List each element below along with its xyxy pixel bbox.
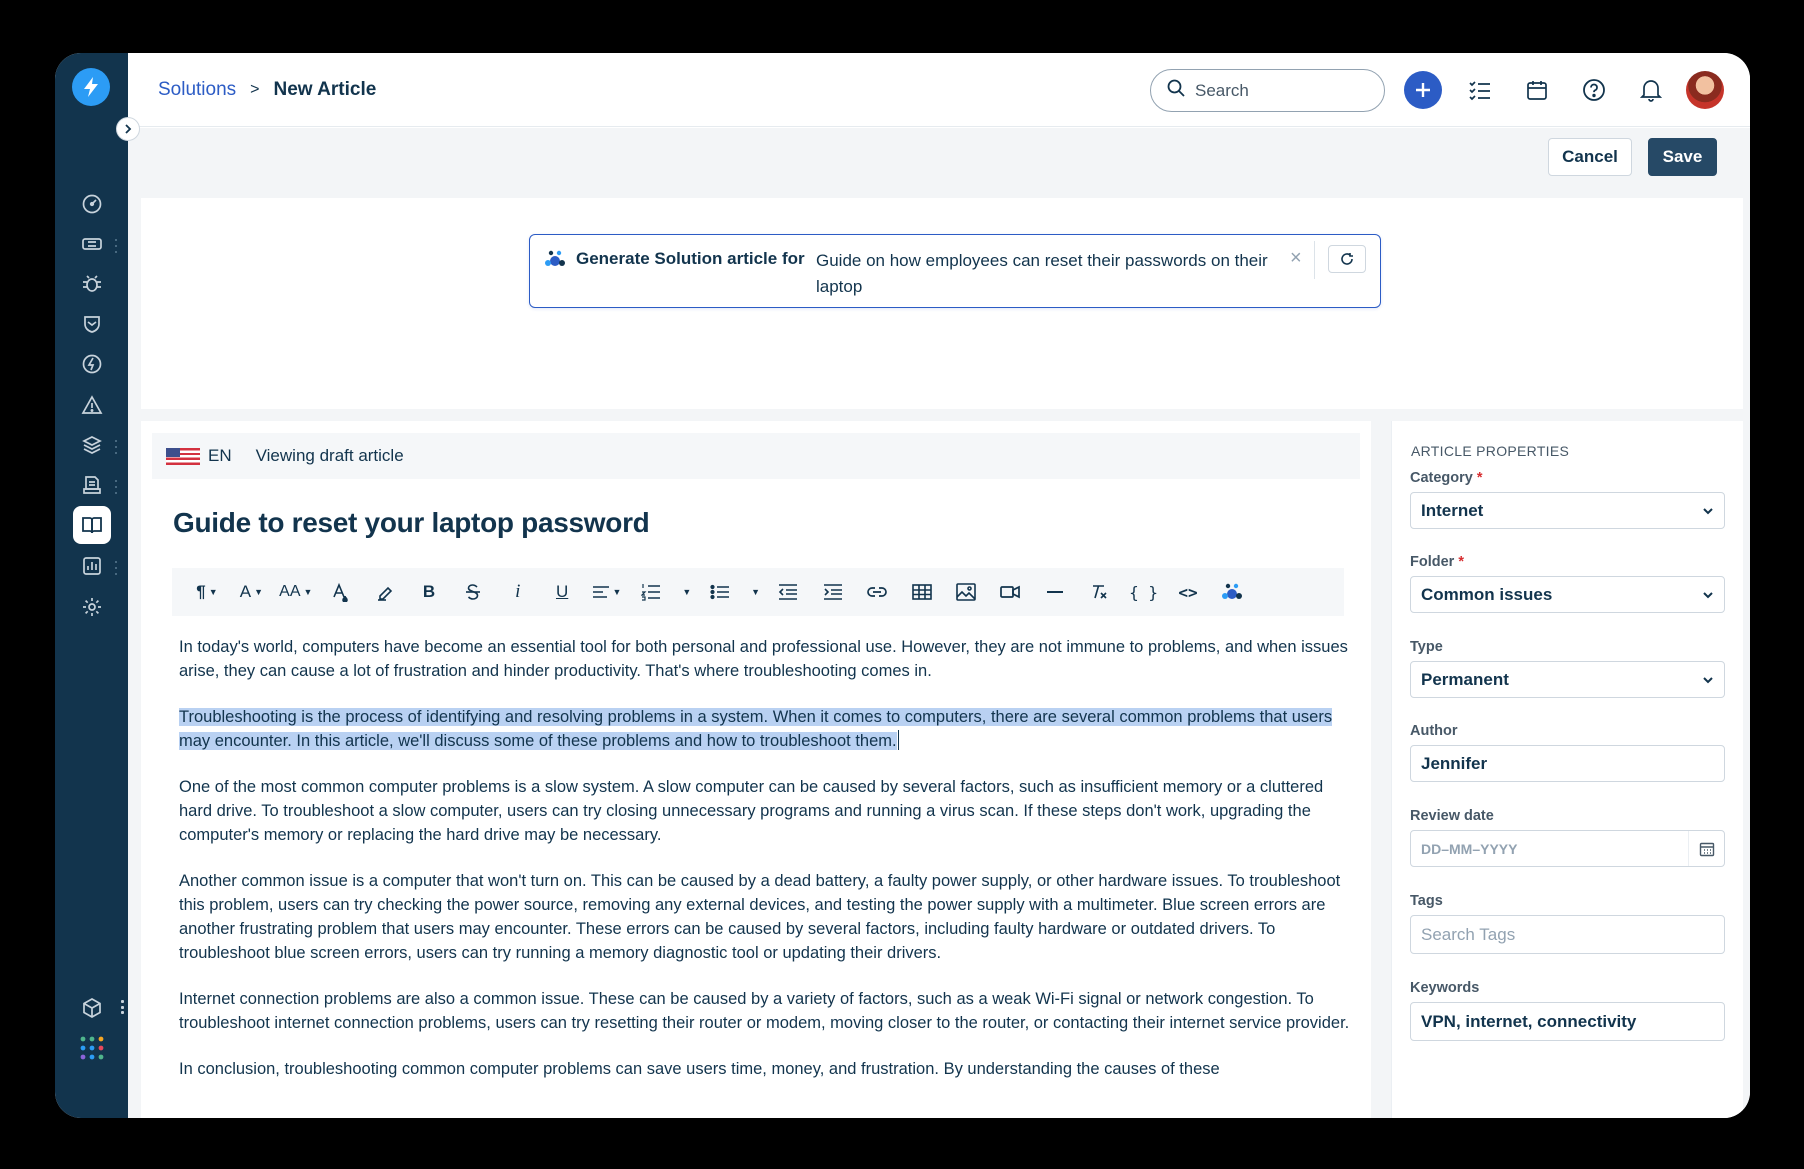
type-value: Permanent bbox=[1421, 669, 1509, 689]
clear-formatting-icon[interactable] bbox=[1082, 576, 1116, 608]
chevron-down-icon: ▼ bbox=[208, 587, 218, 597]
notifications-bell-icon[interactable] bbox=[1632, 71, 1670, 109]
cancel-button[interactable]: Cancel bbox=[1548, 138, 1632, 176]
tags-search-input[interactable] bbox=[1410, 915, 1725, 954]
required-marker: * bbox=[1476, 470, 1483, 486]
required-marker: * bbox=[1458, 554, 1464, 570]
review-date-placeholder: DD–MM–YYYY bbox=[1421, 840, 1518, 857]
body-paragraph: In conclusion, troubleshooting common computer problems can save users time, money, and frustration. By understanding the causes of these bbox=[179, 1060, 1220, 1078]
language-bar bbox=[152, 433, 1360, 479]
paragraph-icon: ¶ bbox=[196, 582, 206, 601]
calendar-icon[interactable] bbox=[1518, 71, 1556, 109]
paragraph-format-button[interactable] bbox=[190, 576, 224, 608]
draft-status-text: Viewing draft article bbox=[255, 446, 404, 465]
horizontal-rule-icon[interactable] bbox=[1038, 576, 1072, 608]
us-flag-icon bbox=[166, 448, 200, 465]
underline-button[interactable]: U bbox=[555, 582, 569, 601]
brand-logo-icon[interactable] bbox=[72, 68, 110, 106]
app-window bbox=[55, 53, 1750, 1118]
link-icon[interactable] bbox=[860, 576, 894, 608]
video-icon[interactable] bbox=[993, 576, 1027, 608]
releases-bolt-icon[interactable] bbox=[73, 345, 111, 383]
action-bar bbox=[128, 128, 1750, 186]
indent-icon[interactable] bbox=[816, 576, 850, 608]
folder-value: Common issues bbox=[1421, 584, 1553, 604]
chevron-down-icon bbox=[1702, 585, 1714, 610]
bullet-list-icon[interactable] bbox=[703, 576, 737, 608]
breadcrumb bbox=[158, 79, 376, 101]
article-editor bbox=[141, 421, 1371, 1118]
todo-checklist-icon[interactable] bbox=[1461, 71, 1499, 109]
category-label-text: Category bbox=[1410, 470, 1473, 486]
type-select[interactable] bbox=[1410, 661, 1725, 698]
bold-button[interactable]: B bbox=[422, 582, 436, 601]
tags-label: Tags bbox=[1410, 893, 1443, 909]
language-code[interactable]: EN bbox=[208, 446, 232, 465]
body-paragraph: In today's world, computers have become an essential tool for both personal and professional use. However, they are not immune to problems, and when issues arise, they can cause a lot of frustration and hinder productivity. That's where troubleshooting comes in. bbox=[179, 638, 1348, 680]
clear-prompt-close-icon[interactable]: × bbox=[1290, 247, 1302, 269]
tags-placeholder: Search Tags bbox=[1421, 924, 1516, 944]
sidebar-expand-button[interactable] bbox=[116, 117, 140, 141]
font-icon: A bbox=[239, 582, 252, 601]
page-title: New Article bbox=[273, 79, 377, 100]
highlight-icon[interactable] bbox=[368, 576, 402, 608]
new-item-plus-button[interactable] bbox=[1404, 71, 1442, 109]
ordered-list-icon[interactable] bbox=[634, 576, 668, 608]
selected-text: Troubleshooting is the process of identifying and resolving problems in a system. When it comes to computers, there are several common problems that users may encounter. In this article, we'll discuss some of these problems and how to troubleshoot them. bbox=[179, 708, 1333, 750]
author-value: Jennifer bbox=[1421, 753, 1488, 773]
user-avatar[interactable] bbox=[1686, 71, 1724, 109]
image-icon[interactable] bbox=[949, 576, 983, 608]
ai-generator-panel bbox=[141, 198, 1743, 409]
body-paragraph: One of the most common computer problems is a slow system. A slow computer can be caused by several factors, such as insufficient memory or a cluttered hard drive. To troubleshoot a slow computer, users can try closing unnecessary programs and running a virus scan. If these steps don't work, upgrading the computer's memory or replacing the hard drive may be necessary. bbox=[179, 778, 1324, 844]
strikethrough-icon[interactable] bbox=[456, 576, 490, 608]
author-label: Author bbox=[1410, 723, 1458, 739]
ai-prompt-input[interactable]: Guide on how employees can reset their passwords on their laptop bbox=[816, 251, 1268, 296]
table-icon[interactable] bbox=[905, 576, 939, 608]
author-field[interactable] bbox=[1410, 745, 1725, 782]
category-label bbox=[1410, 470, 1483, 486]
assets-layers-icon[interactable] bbox=[73, 426, 111, 464]
product-switcher-grid-icon[interactable] bbox=[73, 1029, 111, 1067]
apps-more-dots[interactable] bbox=[121, 1000, 124, 1014]
ai-sparkle-icon bbox=[544, 249, 566, 274]
search-icon bbox=[1167, 79, 1185, 102]
chevron-down-icon: ▼ bbox=[751, 587, 761, 597]
align-button[interactable] bbox=[590, 576, 624, 608]
contracts-document-icon[interactable] bbox=[73, 466, 111, 504]
analytics-chart-icon[interactable] bbox=[73, 547, 111, 585]
chevron-down-icon: ▼ bbox=[682, 587, 692, 597]
regenerate-button[interactable] bbox=[1328, 245, 1366, 273]
apps-cube-icon[interactable] bbox=[73, 989, 111, 1027]
category-value: Internet bbox=[1421, 500, 1484, 520]
font-size-button[interactable] bbox=[279, 576, 313, 608]
type-label: Type bbox=[1410, 639, 1443, 655]
save-button[interactable]: Save bbox=[1648, 138, 1717, 176]
global-search[interactable] bbox=[1150, 69, 1385, 112]
keywords-field[interactable] bbox=[1410, 1002, 1725, 1041]
article-body[interactable] bbox=[179, 635, 1351, 1103]
keywords-value: VPN, internet, connectivity bbox=[1421, 1011, 1637, 1031]
ai-assist-icon[interactable] bbox=[1215, 576, 1249, 608]
search-input[interactable] bbox=[1195, 81, 1365, 101]
keywords-label: Keywords bbox=[1410, 980, 1480, 996]
ai-generator-box[interactable] bbox=[529, 234, 1381, 308]
solutions-book-icon[interactable] bbox=[73, 506, 111, 544]
text-cursor bbox=[898, 730, 899, 750]
properties-heading: ARTICLE PROPERTIES bbox=[1411, 443, 1570, 459]
dashboard-icon[interactable] bbox=[73, 185, 111, 223]
help-icon[interactable] bbox=[1575, 71, 1613, 109]
editor-toolbar bbox=[172, 568, 1344, 616]
italic-button[interactable]: i bbox=[515, 581, 521, 602]
body-paragraph: Another common issue is a computer that won't turn on. This can be caused by a dead battery, a faulty power supply, or other hardware issues. To troubleshoot this problem, users can try checking the power source, removing any external devices, and testing the power supply with a multimeter. Blue screen errors are another frustrating problem that users may encounter. These errors can be caused by several factors, including faulty hardware or outdated drivers. To troubleshoot blue screen errors, users can try running a memory diagnostic tool or updating their drivers. bbox=[179, 872, 1341, 962]
nav-more-dots[interactable] bbox=[115, 239, 118, 253]
ordered-list-dropdown[interactable] bbox=[678, 576, 692, 608]
text-color-icon[interactable] bbox=[323, 576, 357, 608]
changes-shield-icon[interactable] bbox=[73, 305, 111, 343]
html-source-button[interactable]: <> bbox=[1178, 582, 1198, 602]
article-properties-panel bbox=[1391, 421, 1743, 1118]
ai-generator-label: Generate Solution article for bbox=[576, 249, 805, 268]
chevron-down-icon bbox=[1702, 670, 1714, 695]
review-date-field[interactable] bbox=[1410, 830, 1725, 867]
chevron-down-icon bbox=[1702, 501, 1714, 526]
chevron-down-icon: ▼ bbox=[303, 587, 313, 597]
category-select[interactable] bbox=[1410, 492, 1725, 529]
problems-bug-icon[interactable] bbox=[73, 265, 111, 303]
nav-more-dots[interactable] bbox=[115, 561, 118, 575]
body-paragraph: Internet connection problems are also a common issue. These can be caused by a variety of factors, such as a weak Wi-Fi signal or network congestion. To troubleshoot internet connection problems, users can try resetting their router or modem, moving closer to the router, or contacting their internet service provider. bbox=[179, 990, 1350, 1032]
sidebar bbox=[55, 53, 128, 1118]
settings-gear-icon[interactable] bbox=[73, 588, 111, 626]
code-block-button[interactable]: { } bbox=[1129, 582, 1159, 602]
alerts-warning-icon[interactable] bbox=[73, 386, 111, 424]
folder-label-text: Folder bbox=[1410, 554, 1455, 570]
body-paragraph-selected bbox=[179, 705, 1351, 753]
chevron-down-icon: ▼ bbox=[612, 587, 622, 597]
breadcrumb-solutions-link[interactable]: Solutions bbox=[158, 79, 237, 100]
main-area bbox=[128, 128, 1750, 1118]
breadcrumb-separator: > bbox=[250, 81, 260, 98]
folder-label bbox=[1410, 554, 1464, 570]
nav-more-dots[interactable] bbox=[115, 480, 118, 494]
nav-more-dots[interactable] bbox=[115, 440, 118, 454]
folder-select[interactable] bbox=[1410, 576, 1725, 613]
divider bbox=[1314, 241, 1315, 279]
tickets-icon[interactable] bbox=[73, 225, 111, 263]
top-header bbox=[128, 53, 1750, 127]
chevron-down-icon: ▼ bbox=[254, 587, 264, 597]
article-title[interactable]: Guide to reset your laptop password bbox=[173, 507, 650, 538]
font-size-icon: AA bbox=[279, 583, 301, 600]
font-family-button[interactable] bbox=[234, 576, 268, 608]
review-date-label: Review date bbox=[1410, 808, 1494, 824]
outdent-icon[interactable] bbox=[771, 576, 805, 608]
date-picker-calendar-icon[interactable] bbox=[1688, 831, 1724, 866]
bullet-list-dropdown[interactable] bbox=[747, 576, 761, 608]
